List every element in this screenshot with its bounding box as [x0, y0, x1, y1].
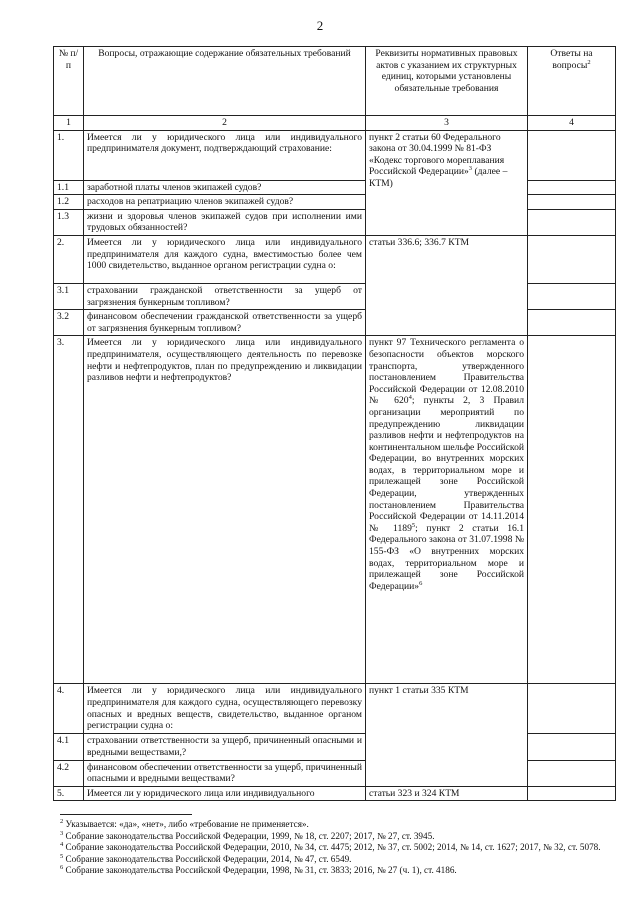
- table-row: [54, 195, 616, 210]
- row-number: 4.: [54, 684, 84, 734]
- column-number: 1: [54, 116, 84, 131]
- reference-cell: пункт 1 статьи 335 КТМ: [366, 684, 528, 786]
- table-row: [54, 734, 616, 760]
- answer-cell[interactable]: [528, 195, 616, 210]
- answer-cell[interactable]: [528, 760, 616, 786]
- answer-cell[interactable]: [528, 130, 616, 180]
- footnote-text: Собрание законодательства Российской Федерации, 1998, № 31, ст. 3833; 2016, № 27 (ч. 1), ст. 4186.: [65, 865, 457, 875]
- answer-cell[interactable]: [528, 310, 616, 336]
- footnote-mark: 3: [60, 829, 64, 837]
- row-number: 3.2: [54, 310, 84, 336]
- footnote-mark: 4: [60, 840, 64, 848]
- reference-text: пункт 97 Технического регламента о безопасности объектов морского транспорта, утвержденного постановлением Правительства Российской Федерации от 12.08.2010 № 620: [369, 337, 524, 407]
- row-number: 4.1: [54, 734, 84, 760]
- footnote: [60, 865, 620, 877]
- row-number: 1.2: [54, 195, 84, 210]
- footnote: [60, 831, 620, 843]
- footnote-mark: 5: [60, 852, 64, 860]
- row-number: 3.1: [54, 283, 84, 309]
- reference-cell: [366, 130, 528, 235]
- column-number: 2: [84, 116, 366, 131]
- reference-text: пункт 2 статьи 60 Федерального закона от 30.04.1999 № 81-ФЗ «Кодекс торгового мореплавания Российской Федерации»: [369, 131, 505, 178]
- answer-cell[interactable]: [528, 684, 616, 734]
- table-row: [54, 209, 616, 235]
- footnote: [60, 842, 620, 854]
- row-number: 5.: [54, 786, 84, 801]
- footnote-divider: [60, 814, 192, 815]
- question-text: Имеется ли у юридического лица или индивидуального предпринимателя, осуществляющего деятельность по перевозке нефти и нефтепродуктов, план по предупреждению и ликвидации разливов нефти и нефтепродуктов?: [84, 336, 366, 684]
- answer-cell[interactable]: [528, 180, 616, 195]
- header-answers: [528, 47, 616, 116]
- footnote: [60, 854, 620, 866]
- reference-text: ; пункты 2, 3 Правил организации мероприятий по предупреждению ликвидации разливов нефти и нефтепродуктов на континентальном шельфе Российской Федерации, во внутренних морских водах, в территориальном море и прилежащей зоне Российской Федерации, утвержденных постановлением Правительства Российской Федерации от 14.11.2014 № 1189: [369, 395, 524, 534]
- footnote-mark: 6: [60, 863, 64, 871]
- question-text: Имеется ли у юридического лица или индивидуального предпринимателя для каждого судна, осуществляющего перевозку опасных и вредных веществ, свидетельство, выданное органом регистрации судна о:: [84, 684, 366, 734]
- question-text: страховании гражданской ответственности за ущерб от загрязнения бункерным топливом?: [84, 283, 366, 309]
- reference-cell: статьи 336.6; 336.7 КТМ: [366, 235, 528, 335]
- header-number: № п/п: [54, 47, 84, 116]
- table-row: [54, 310, 616, 336]
- answer-cell[interactable]: [528, 235, 616, 283]
- question-text: Имеется ли у юридического лица или индивидуального предпринимателя документ, подтверждающий страхование:: [84, 130, 366, 180]
- answer-cell[interactable]: [528, 283, 616, 309]
- answer-cell[interactable]: [528, 336, 616, 684]
- row-number: 3.: [54, 336, 84, 684]
- table-row: [54, 336, 616, 684]
- table-row: [54, 235, 616, 283]
- row-number: 2.: [54, 235, 84, 283]
- page-number: 2: [316, 18, 324, 33]
- row-number: 1.3: [54, 209, 84, 235]
- footnote-mark: 2: [60, 817, 64, 825]
- footnote-mark: 2: [587, 58, 591, 66]
- question-text: Имеется ли у юридического лица или индивидуального предпринимателя для каждого судна, вместимостью более чем 1000 свидетельство, выданное органом регистрации судна о:: [84, 235, 366, 283]
- footnote-mark: 5: [411, 521, 416, 529]
- answer-cell[interactable]: [528, 209, 616, 235]
- column-numbers-row: [54, 116, 616, 131]
- answer-cell[interactable]: [528, 786, 616, 801]
- row-number: 4.2: [54, 760, 84, 786]
- table-row: [54, 684, 616, 734]
- table-row: [54, 283, 616, 309]
- table-row: [54, 760, 616, 786]
- question-text: Имеется ли у юридического лица или индивидуального: [84, 786, 366, 801]
- question-text: финансовом обеспечении ответственности за ущерб, причиненный опасными и вредными веществами?: [84, 760, 366, 786]
- footnote-text: Собрание законодательства Российской Федерации, 2010, № 34, ст. 4475; 2012, № 37, ст. 5002; 2014, № 14, ст. 1627; 2017, № 32, ст. 5078.: [65, 842, 601, 852]
- column-number: 4: [528, 116, 616, 131]
- table-header-row: [54, 47, 616, 116]
- table-row: [54, 786, 616, 801]
- reference-cell: [366, 336, 528, 684]
- footnote-mark: 3: [468, 165, 473, 173]
- question-text: расходов на репатриацию членов экипажей судов?: [84, 195, 366, 210]
- answer-cell[interactable]: [528, 734, 616, 760]
- footnote-mark: 6: [419, 579, 423, 587]
- row-number: 1.: [54, 130, 84, 180]
- header-answers-label: Ответы на вопросы: [550, 48, 593, 71]
- column-number: 3: [366, 116, 528, 131]
- header-references: Реквизиты нормативных правовых актов с указанием их структурных единиц, которыми установлены обязательные требования: [366, 47, 528, 116]
- footnote-mark: 4: [408, 394, 412, 402]
- header-questions: Вопросы, отражающие содержание обязательных требований: [84, 47, 366, 116]
- footnote-text: Собрание законодательства Российской Федерации, 1999, № 18, ст. 2207; 2017, № 27, ст. 3945.: [65, 830, 435, 841]
- table-row: [54, 180, 616, 195]
- reference-text: ; пункт 2 статьи 16.1 Федерального закона от 31.07.1998 № 155-ФЗ «О внутренних морских водах, территориальном море и прилежащей зоне Российской Федерации»: [369, 522, 525, 592]
- reference-text: (далее – КТМ): [369, 166, 508, 189]
- question-text: заработной платы членов экипажей судов?: [84, 180, 366, 195]
- question-text: жизни и здоровья членов экипажей судов при исполнении ими трудовых обязанностей?: [84, 209, 366, 235]
- footnotes: [60, 814, 620, 877]
- footnote-text: Собрание законодательства Российской Федерации, 2014, № 47, ст. 6549.: [65, 853, 352, 864]
- row-number: 1.1: [54, 180, 84, 195]
- question-text: финансовом обеспечении гражданской ответственности за ущерб от загрязнения бункерным топливом?: [84, 310, 366, 336]
- reference-cell: статьи 323 и 324 КТМ: [366, 786, 528, 801]
- footnote: [60, 819, 620, 831]
- requirements-table: [53, 46, 616, 801]
- footnote-text: Указывается: «да», «нет», либо «требование не применяется».: [65, 819, 309, 829]
- question-text: страховании ответственности за ущерб, причиненный опасными и вредными веществами,?: [84, 734, 366, 760]
- table-row: [54, 130, 616, 180]
